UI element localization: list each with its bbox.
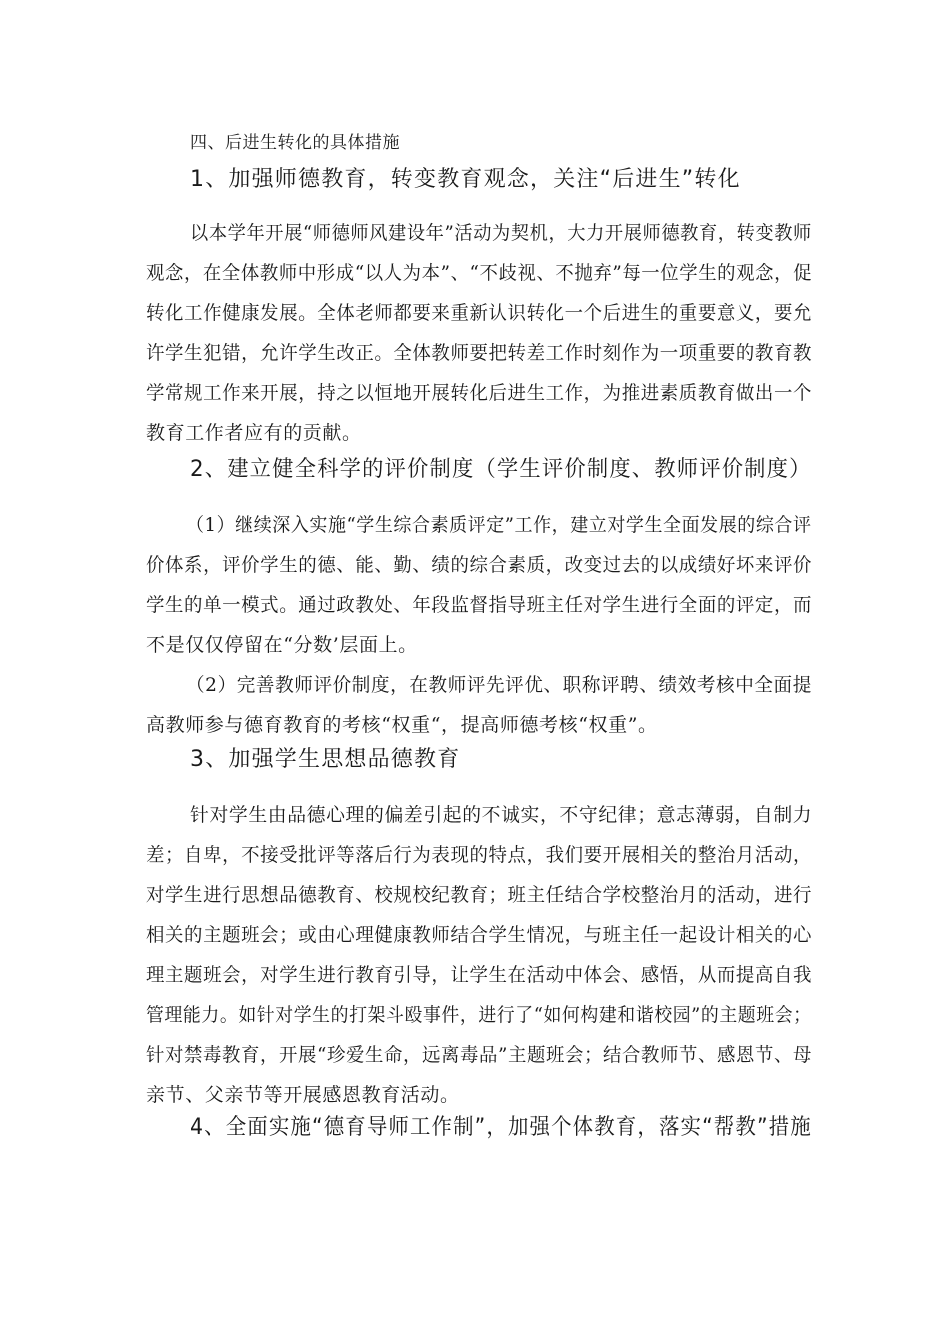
paragraph-line: 观念，在全体教师中形成“以人为本”、“不歧视、不抛弃”每一位学生的观念，促: [146, 262, 813, 284]
paragraph-line: （2）完善教师评价制度，在教师评先评优、职称评聘、绩效考核中全面提: [186, 674, 812, 696]
heading-4: 4、全面实施“德育导师工作制”，加强个体教育，落实“帮教”措施: [190, 1115, 812, 1140]
paragraph-line: 相关的主题班会；或由心理健康教师结合学生情况，与班主任一起设计相关的心: [146, 924, 813, 946]
paragraph-line: 针对禁毒教育，开展“珍爱生命，远离毒品”主题班会；结合教师节、感恩节、母: [146, 1044, 813, 1066]
section-title: 四、后进生转化的具体措施: [190, 133, 400, 153]
paragraph-line: 对学生进行思想品德教育、校规校纪教育；班主任结合学校整治月的活动，进行: [146, 884, 813, 906]
paragraph-line: 价体系，评价学生的德、能、勤、绩的综合素质，改变过去的以成绩好坏来评价: [146, 554, 813, 576]
paragraph-line: 学生的单一模式。通过政教处、年段监督指导班主任对学生进行全面的评定，而: [146, 594, 813, 616]
paragraph-line: 差；自卑，不接受批评等落后行为表现的特点，我们要开展相关的整治月活动，: [146, 844, 813, 866]
heading-2: 2、建立健全科学的评价制度（学生评价制度、教师评价制度）: [190, 457, 812, 482]
paragraph-line: 管理能力。如针对学生的打架斗殴事件，进行了“如何构建和谐校园”的主题班会；: [146, 1004, 812, 1026]
paragraph-line: 学常规工作来开展，持之以恒地开展转化后进生工作，为推进素质教育做出一个: [146, 382, 813, 404]
heading-3: 3、加强学生思想品德教育: [190, 747, 461, 772]
heading-1: 1、加强师德教育，转变教育观念，关注“后进生”转化: [190, 167, 741, 192]
paragraph-line: 不是仅仅停留在“分数’层面上。: [146, 634, 418, 656]
paragraph-line: 亲节、父亲节等开展感恩教育活动。: [146, 1084, 460, 1106]
paragraph-line: 转化工作健康发展。全体老师都要来重新认识转化一个后进生的重要意义，要允: [146, 302, 813, 324]
paragraph-line: 理主题班会，对学生进行教育引导，让学生在活动中体会、感悟，从而提高自我: [146, 964, 813, 986]
paragraph-line: （1）继续深入实施“学生综合素质评定”工作，建立对学生全面发展的综合评: [186, 514, 812, 536]
paragraph-line: 针对学生由品德心理的偏差引起的不诚实，不守纪律；意志薄弱，自制力: [190, 804, 813, 826]
paragraph-line: 许学生犯错，允许学生改正。全体教师要把转差工作时刻作为一项重要的教育教: [146, 342, 813, 364]
paragraph-line: 教育工作者应有的贡献。: [146, 422, 362, 444]
paragraph-line: 高教师参与德育教育的考核“权重“，提高师德考核“权重”。: [146, 714, 658, 736]
paragraph-line: 以本学年开展“师德师风建设年”活动为契机，大力开展师德教育，转变教师: [190, 222, 812, 244]
